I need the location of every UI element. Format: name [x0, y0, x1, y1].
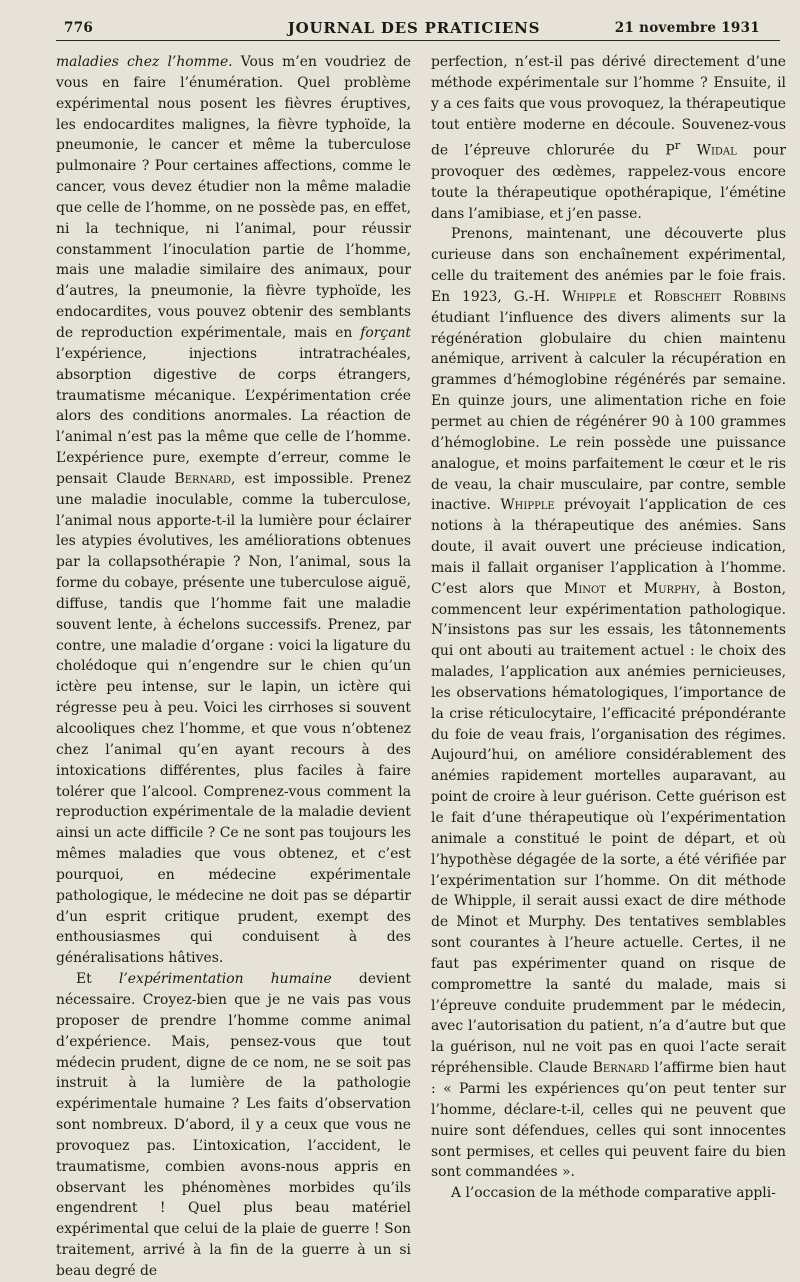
text-run: r — [674, 138, 681, 153]
author-name: Whipple — [500, 497, 555, 514]
paragraph — [56, 52, 411, 969]
text-run: , à Boston, commencent leur expérimentation pathologique. N’insistons pas sur les essais, les tâtonnements qui ont abouti au traitement actuel : le choix des malades, l’application aux anémies pernicieuses, les observations hématologiques, l’importance de la crise réticulocytaire, l’efficacité prépondérante du foie de veau frais, l’organisation des régimes. Aujourd’hui, on améliore considérablement des anémies rapidement mortelles auparavant, au point de croire à leur guérison. Cette guérison est le fait d’une thérapeutique où l’expérimentation animale a constitué le point de départ, et où l’hypothèse dégagée de la sorte, a été vérifiée par l’expérimentation sur l’homme. On dit méthode de Whipple, il serait aussi exact de dire méthode de Minot et Murphy. Des tentatives semblables sont courantes à l’heure actuelle. Certes, il ne faut pas expérimenter quand on risque de compromettre la santé du malade, mais si l’épreuve conduite prudemment par le médecin, avec l’autorisation du patient, n’a d’autre but que la guérison, nul ne voit pas en quoi l’acte serait répréhensible. Claude — [431, 580, 786, 1077]
text-run: Vous m’en voudriez de vous en faire l’énumération. Quel problème expérimental nous posent les fièvres éruptives, les endocardites malignes, la fièvre typhoïde, la pneumonie, le cancer et même la tuberculose pulmonaire ? Pour certaines affections, comme le cancer, vous devez étudier non la même maladie que celle de l’homme, on ne possède pas, en effet, ni la technique, ni l’animal, pour réussir constamment l’inoculation partie de l’homme, mais une maladie similaire des animaux, pour d’autres, la pneumonie, la fièvre typhoïde, les endocardites, vous pouvez obtenir des semblants de reproduction expérimentale, mais en — [56, 54, 411, 341]
author-name: Bernard — [592, 1060, 650, 1077]
text-run: l’affirme bien haut : « Parmi les expériences qu’on peut tenter sur l’homme, déclare-t-il, celles qui ne peuvent que nuire sont défendues, celles qui sont innocentes sont permises, et celles qui peuvent faire du bien sont commandées ». — [431, 1060, 786, 1181]
right-column — [431, 52, 786, 1282]
text-run: , est impossible. Prenez une maladie inoculable, comme la tuberculose, l’animal nous apporte-t-il la lumière pour éclairer les atypies évolutives, les améliorations obtenues par la collapsothérapie ? Non, l’animal, sous la forme du cobaye, présente une tuberculose aiguë, diffuse, tandis que l’homme fait une maladie souvent lente, à échelons successifs. Prenez, par contre, une maladie d’organe : voici la ligature du cholédoque qui n’engendre sur le chien qu’un ictère peu intense, sur le lapin, un ictère qui régresse peu à peu. Voici les cirrhoses si souvent alcooliques chez l’homme, et que vous n’obtenez chez l’animal qu’en ayant recours à des intoxications différentes, plus faciles à faire tolérer que l’alcool. Comprenez-vous comment la reproduction expérimentale de la maladie devient ainsi un acte difficile ? Ce ne sont pas toujours les mêmes maladies que vous obtenez, et c’est pourquoi, en médecine expérimentale pathologique, le médecine ne doit pas se départir d’un esprit critique prudent, exempt des enthousiasmes qui conduisent à des généralisations hâtives. — [56, 470, 411, 967]
left-column — [56, 52, 411, 1282]
emphasis-text: l’expérimentation humaine — [118, 971, 332, 988]
text-run: et — [616, 288, 654, 305]
issue-date: 21 novembre 1931 — [614, 20, 760, 36]
paragraph — [431, 52, 786, 224]
paragraph — [431, 224, 786, 1183]
emphasis-text: forçant — [360, 324, 411, 341]
text-run: pour provoquer des œdèmes, rappelez-vous encore toute la thérapeutique opothérapique, l’émétine dans l’amibiase, et j’en passe. — [431, 143, 786, 222]
text-columns — [56, 52, 786, 1282]
text-run: Et — [76, 971, 119, 988]
author-name: Whipple — [561, 288, 617, 305]
author-name: Bernard — [174, 470, 232, 487]
text-run: A l’occasion de la méthode comparative appli- — [451, 1185, 776, 1202]
page-number: 776 — [64, 20, 94, 36]
author-name: Widal — [696, 143, 737, 159]
header-rule — [56, 40, 780, 41]
text-run: Prenons, maintenant, une découverte plus curieuse dans son enchaînement expérimental, celle du traitement des anémies par le foie frais. En 1923, G.-H. — [431, 226, 786, 305]
text-run: l’expérience, injections intratrachéales, absorption digestive de corps étrangers, traumatisme mécanique. L’expérimentation crée alors des conditions anormales. La réaction de l’animal n’est pas la même que celle de l’homme. L’expérience pure, exempte d’erreur, comme le pensait Claude — [56, 345, 411, 487]
paragraph — [56, 969, 411, 1282]
text-run: devient nécessaire. Croyez-bien que je ne vais pas vous proposer de prendre l’homme comme animal d’expérience. Mais, pensez-vous que tout médecin prudent, digne de ce nom, ne se soit pas instruit à la lumière de la pathologie expérimentale humaine ? Les faits d’observation sont nombreux. D’abord, il y a ceux que vous ne provoquez pas. L’intoxication, l’accident, le traumatisme, combien avons-nous appris en observant les phénomènes morbides qu’ils engendrent ! Quel plus beau matériel expérimental que celui de la plaie de guerre ! Son traitement, arrivé à la fin de la guerre à un si beau degré de — [56, 971, 412, 1279]
text-run: prévoyait l’application de ces notions à la thérapeutique des anémies. Sans doute, il avait ouvert une précieuse indication, mais il fallait organiser l’application à l’homme. C’est alors que — [431, 497, 786, 597]
text-run: et — [605, 580, 644, 597]
author-name: Minot — [564, 580, 606, 597]
text-run: étudiant l’influence des divers aliments sur la régénération globulaire du chien maintenu anémique, arrivent à calculer la récupération en grammes d’hémoglobine régénérés par semaine. En quinze jours, une alimentation riche en foie permet au chien de régénérer 90 à 100 grammes d’hémoglobine. Le rein possède une puissance analogue, et moins parfaitement le cœur et le ris de veau, la chair musculaire, par contre, semble inactive. — [431, 309, 786, 514]
emphasis-text: maladies chez l’homme. — [56, 54, 233, 70]
journal-title: JOURNAL DES PRATICIENS — [287, 19, 541, 37]
text-run: perfection, n’est-il pas dérivé directement d’une méthode expérimentale sur l’homme ? Ensuite, il y a ces faits que vous provoquez, la thérapeutique tout entière moderne en découle. Souvenez-vous de l’épreuve chlorurée du P — [431, 54, 786, 159]
paragraph — [431, 1183, 786, 1204]
author-name: Robscheit Robbins — [654, 288, 786, 305]
running-header — [54, 14, 774, 40]
text-run — [680, 143, 696, 159]
author-name: Murphy — [643, 580, 697, 597]
